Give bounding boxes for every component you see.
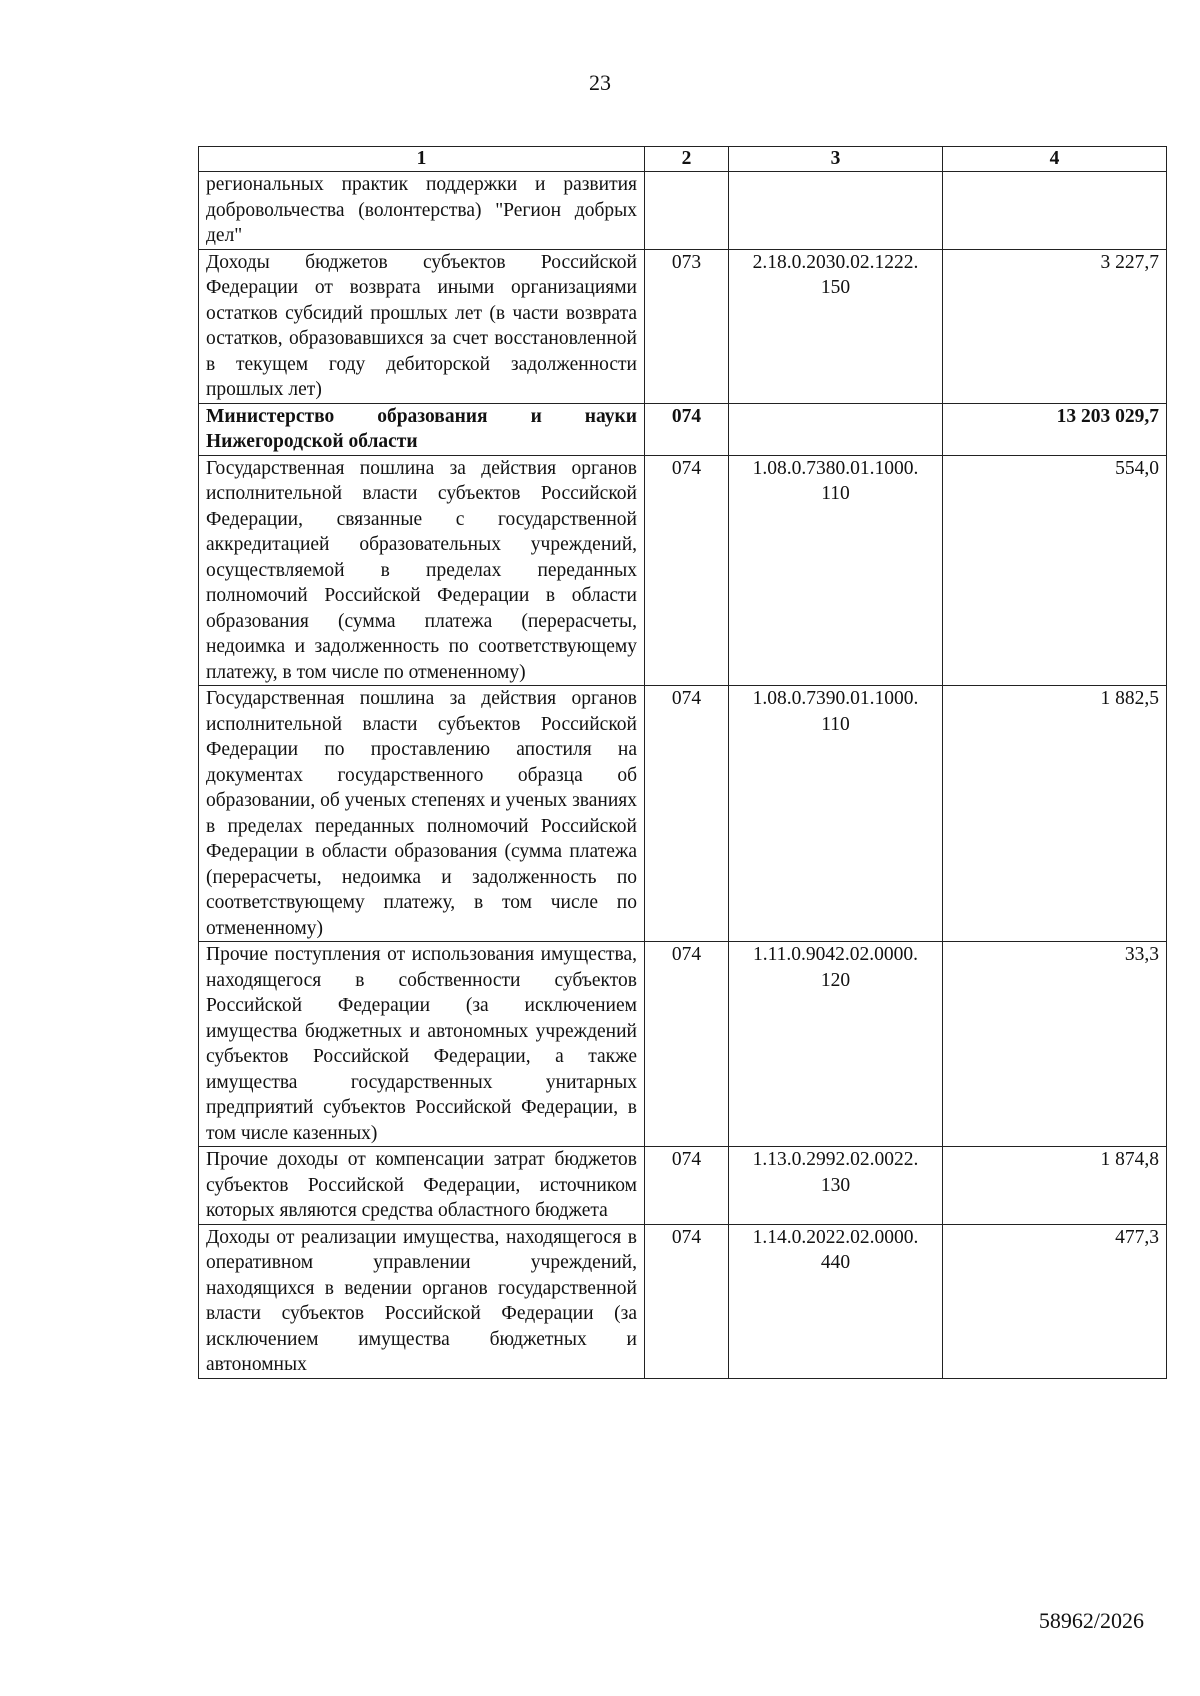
- document-code: 58962/2026: [1038, 1608, 1144, 1633]
- row-kbk-cell: [729, 1224, 943, 1378]
- row-kbk-cell: [729, 942, 943, 1147]
- row-admin-code-cell: 074: [645, 942, 729, 1147]
- kbk-line-2: 120: [820, 969, 851, 991]
- table-row: [199, 403, 1167, 455]
- table-row: [199, 455, 1167, 686]
- row-kbk-cell: [729, 1147, 943, 1225]
- row-amount-cell: 1 874,8: [943, 1147, 1167, 1225]
- row-admin-code-cell: 074: [645, 1224, 729, 1378]
- row-amount-cell: 1 882,5: [943, 686, 1167, 942]
- row-name-cell: Доходы от реализации имущества, находящегося в оперативном управлении учреждений, находящихся в ведении органов государственной власти субъектов Российской Федерации (за исключением имущества бюджетных и автономных: [199, 1224, 645, 1378]
- table-header-row: [199, 147, 1167, 172]
- row-kbk-cell: [729, 403, 943, 455]
- table-row: [199, 942, 1167, 1147]
- kbk-line-2: 110: [821, 713, 850, 735]
- kbk-line-1: 1.14.0.2022.02.0000.: [752, 1226, 919, 1248]
- row-admin-code-cell: 074: [645, 455, 729, 686]
- header-col-4: 4: [943, 147, 1167, 172]
- row-name-cell: Прочие поступления от использования имущества, находящегося в собственности субъектов Российской Федерации (за исключением имущества бюджетных и автономных учреждений субъектов Российской Федерации, а также имущества государственных унитарных предприятий субъектов Российской Федерации, в том числе казенных): [199, 942, 645, 1147]
- row-name-cell: региональных практик поддержки и развития добровольчества (волонтерства) "Регион добрых дел": [199, 172, 645, 250]
- header-col-2: 2: [645, 147, 729, 172]
- row-amount-cell: 13 203 029,7: [943, 403, 1167, 455]
- table-row: [199, 686, 1167, 942]
- row-name-cell: Доходы бюджетов субъектов Российской Федерации от возврата иными организациями остатков субсидий прошлых лет (в части возврата остатков, образовавшихся за счет восстановленной в текущем году дебиторской задолженности прошлых лет): [199, 249, 645, 403]
- table-row: [199, 249, 1167, 403]
- row-name-cell: Государственная пошлина за действия органов исполнительной власти субъектов Российской Федерации по проставлению апостиля на документах государственного образца об образовании, об ученых степенях и ученых званиях в пределах переданных полномочий Российской Федерации в области образования (сумма платежа (перерасчеты, недоимка и задолженность по соответствующему платежу, в том числе по отмененному): [199, 686, 645, 942]
- kbk-line-1: 2.18.0.2030.02.1222.: [752, 251, 919, 273]
- kbk-line-2: 150: [820, 277, 851, 298]
- kbk-line-2: 130: [820, 1174, 851, 1196]
- row-amount-cell: 477,3: [943, 1224, 1167, 1378]
- row-name-cell: Государственная пошлина за действия органов исполнительной власти субъектов Российской Федерации, связанные с государственной аккредитацией образовательных учреждений, осуществляемой в пределах переданных полномочий Российской Федерации в области образования (сумма платежа (перерасчеты, недоимка и задолженность по соответствующему платежу, в том числе по отмененному): [199, 455, 645, 686]
- header-col-3: 3: [729, 147, 943, 172]
- row-kbk-cell: [729, 249, 943, 403]
- row-name-cell: Министерство образования и науки Нижегородской области: [199, 403, 645, 455]
- page-number: 23: [589, 70, 611, 95]
- kbk-line-1: 1.11.0.9042.02.0000.: [752, 944, 919, 965]
- row-amount-cell: 554,0: [943, 455, 1167, 686]
- row-kbk-cell: [729, 455, 943, 686]
- kbk-line-1: 1.08.0.7380.01.1000.: [752, 457, 919, 479]
- row-kbk-cell: [729, 172, 943, 250]
- row-admin-code-cell: [645, 172, 729, 250]
- row-amount-cell: 3 227,7: [943, 249, 1167, 403]
- row-admin-code-cell: 074: [645, 686, 729, 942]
- kbk-line-2: 440: [820, 1252, 851, 1273]
- row-amount-cell: 33,3: [943, 942, 1167, 1147]
- row-kbk-cell: [729, 686, 943, 942]
- table-row: [199, 1147, 1167, 1225]
- table-row: [199, 1224, 1167, 1378]
- row-amount-cell: [943, 172, 1167, 250]
- row-admin-code-cell: 073: [645, 249, 729, 403]
- row-name-cell: Прочие доходы от компенсации затрат бюджетов субъектов Российской Федерации, источником которых являются средства областного бюджета: [199, 1147, 645, 1225]
- header-col-1: 1: [199, 147, 645, 172]
- kbk-line-2: 110: [821, 483, 850, 504]
- revenue-table: [198, 146, 1167, 1379]
- table-row: [199, 172, 1167, 250]
- row-admin-code-cell: 074: [645, 403, 729, 455]
- kbk-line-1: 1.08.0.7390.01.1000.: [752, 688, 919, 709]
- kbk-line-1: 1.13.0.2992.02.0022.: [752, 1149, 919, 1170]
- row-admin-code-cell: 074: [645, 1147, 729, 1225]
